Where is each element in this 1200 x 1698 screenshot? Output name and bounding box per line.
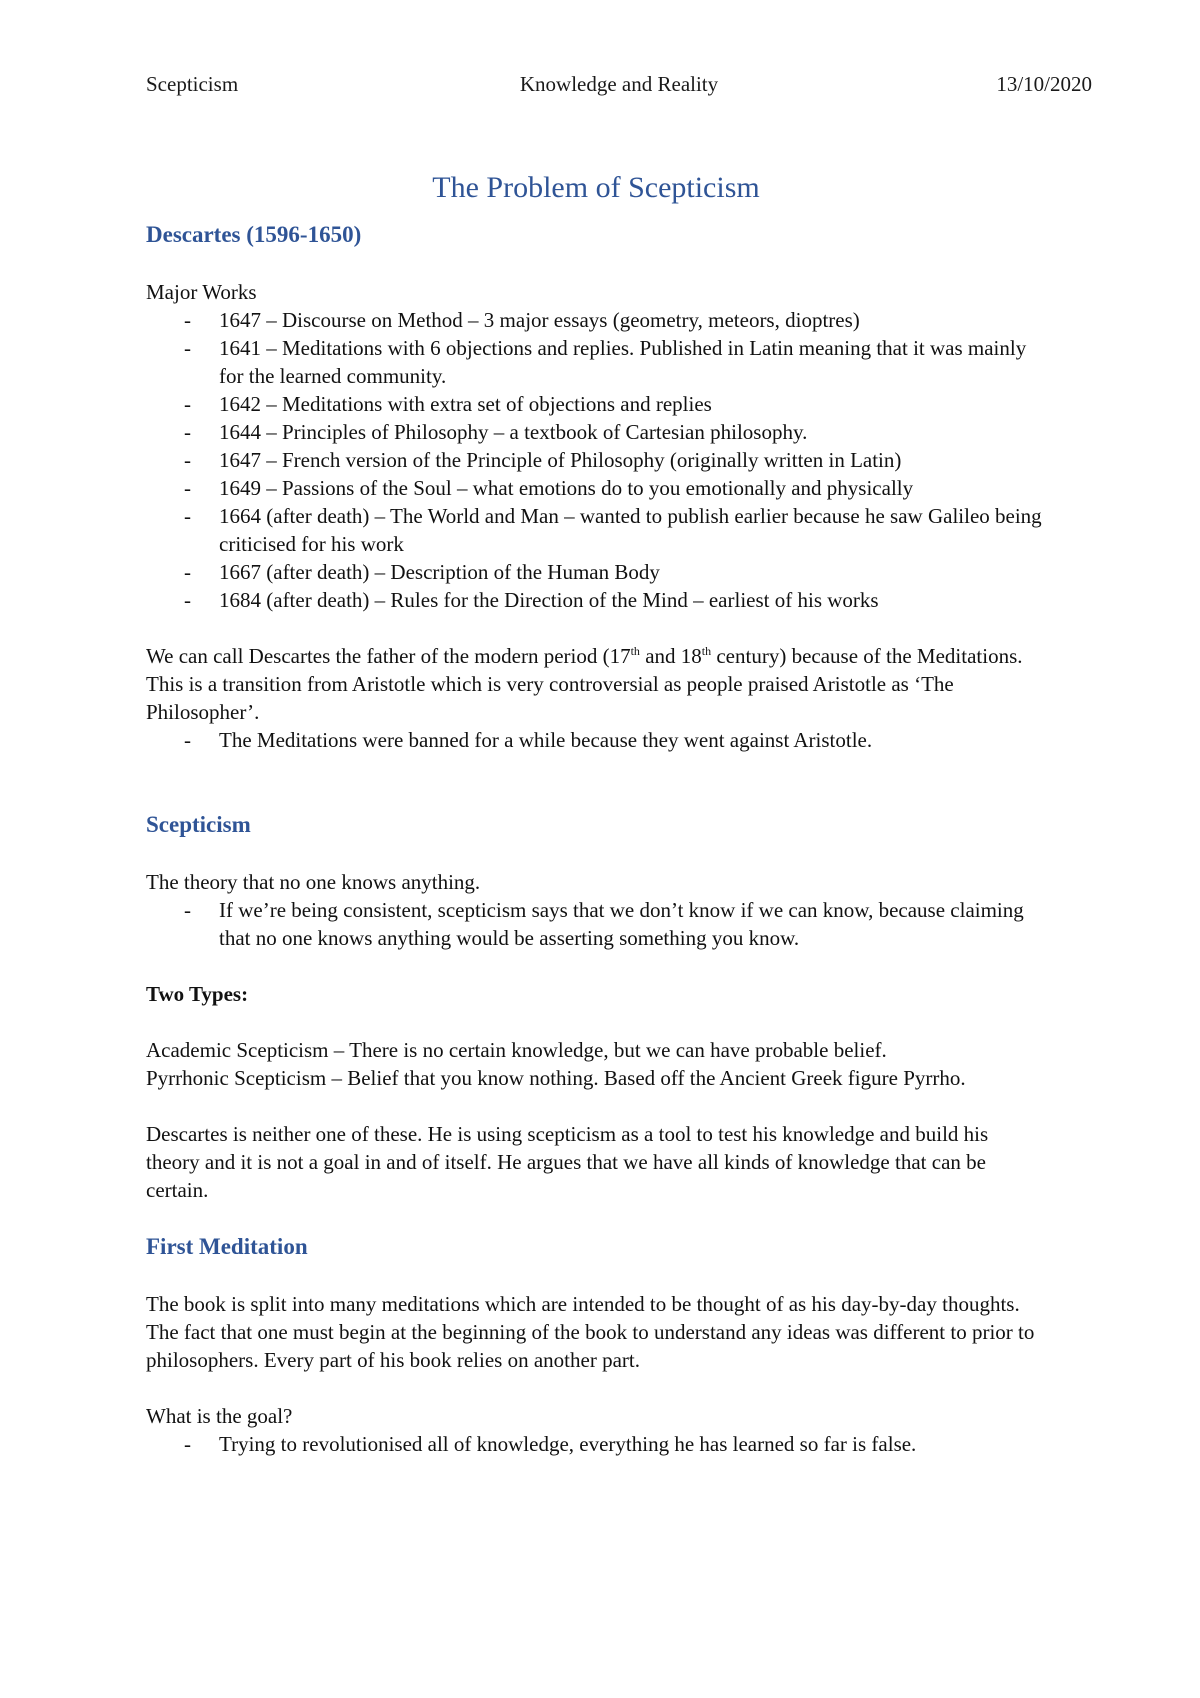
- meditations-note-list: [146, 726, 1046, 754]
- scepticism-definition: The theory that no one knows anything.: [146, 870, 481, 894]
- page-header: [146, 72, 1092, 100]
- list-item: - If we’re being consistent, scepticism says that we don’t know if we can know, because claiming that no one knows anything would be asserting something you know.: [184, 898, 1024, 950]
- list-item: - Trying to revolutionised all of knowledge, everything he has learned so far is false.: [184, 1432, 917, 1456]
- header-course: Knowledge and Reality: [519, 72, 719, 96]
- major-works-list: [146, 306, 1046, 614]
- heading-descartes: Descartes (1596-1650): [146, 222, 362, 247]
- goal-question: What is the goal?: [146, 1404, 293, 1428]
- document-body: [146, 170, 1046, 1458]
- heading-scepticism: Scepticism: [146, 812, 251, 837]
- scepticism-note-list: [146, 896, 1046, 952]
- document-title: The Problem of Scepticism: [432, 171, 760, 204]
- list-item: - 1647 – French version of the Principle of Philosophy (originally written in Latin): [184, 448, 902, 472]
- two-types-label: Two Types:: [146, 982, 249, 1006]
- list-item: - 1664 (after death) – The World and Man – wanted to publish earlier because he saw Galileo being criticised for his work: [184, 504, 1042, 556]
- pyrrhonic-scepticism: Pyrrhonic Scepticism – Belief that you know nothing. Based off the Ancient Greek figure Pyrrho.: [146, 1066, 966, 1090]
- header-topic: Scepticism: [146, 72, 239, 96]
- heading-first-meditation: First Meditation: [146, 1234, 308, 1259]
- list-item: - 1649 – Passions of the Soul – what emotions do to you emotionally and physically: [184, 476, 914, 500]
- academic-scepticism: Academic Scepticism – There is no certain knowledge, but we can have probable belief.: [146, 1038, 887, 1062]
- descartes-scepticism-paragraph: Descartes is neither one of these. He is using scepticism as a tool to test his knowledge and build his theory and it is not a goal in and of itself. He argues that we have all kinds of knowledge that can be certain.: [146, 1122, 989, 1202]
- list-item: - 1642 – Meditations with extra set of objections and replies: [184, 392, 712, 416]
- list-item: - 1647 – Discourse on Method – 3 major essays (geometry, meteors, dioptres): [184, 308, 860, 332]
- list-item: - The Meditations were banned for a while because they went against Aristotle.: [184, 728, 873, 752]
- modern-period-paragraph: We can call Descartes the father of the modern period (17th and 18th century) because of the Meditations. This is a transition from Aristotle which is very controversial as people praised Aristotle as ‘The Philosopher’.: [146, 644, 1023, 724]
- list-item: - 1641 – Meditations with 6 objections and replies. Published in Latin meaning that it was mainly for the learned community.: [184, 336, 1027, 388]
- list-item: - 1667 (after death) – Description of the Human Body: [184, 560, 660, 584]
- first-meditation-paragraph: The book is split into many meditations which are intended to be thought of as his day-by-day thoughts. The fact that one must begin at the beginning of the book to understand any ideas was different to prior to philosophers. Every part of his book relies on another part.: [146, 1292, 1035, 1372]
- list-item: - 1644 – Principles of Philosophy – a textbook of Cartesian philosophy.: [184, 420, 808, 444]
- goal-answer-list: [146, 1430, 1046, 1458]
- list-item: - 1684 (after death) – Rules for the Direction of the Mind – earliest of his works: [184, 588, 879, 612]
- major-works-label: Major Works: [146, 280, 257, 304]
- header-date: 13/10/2020: [996, 72, 1092, 96]
